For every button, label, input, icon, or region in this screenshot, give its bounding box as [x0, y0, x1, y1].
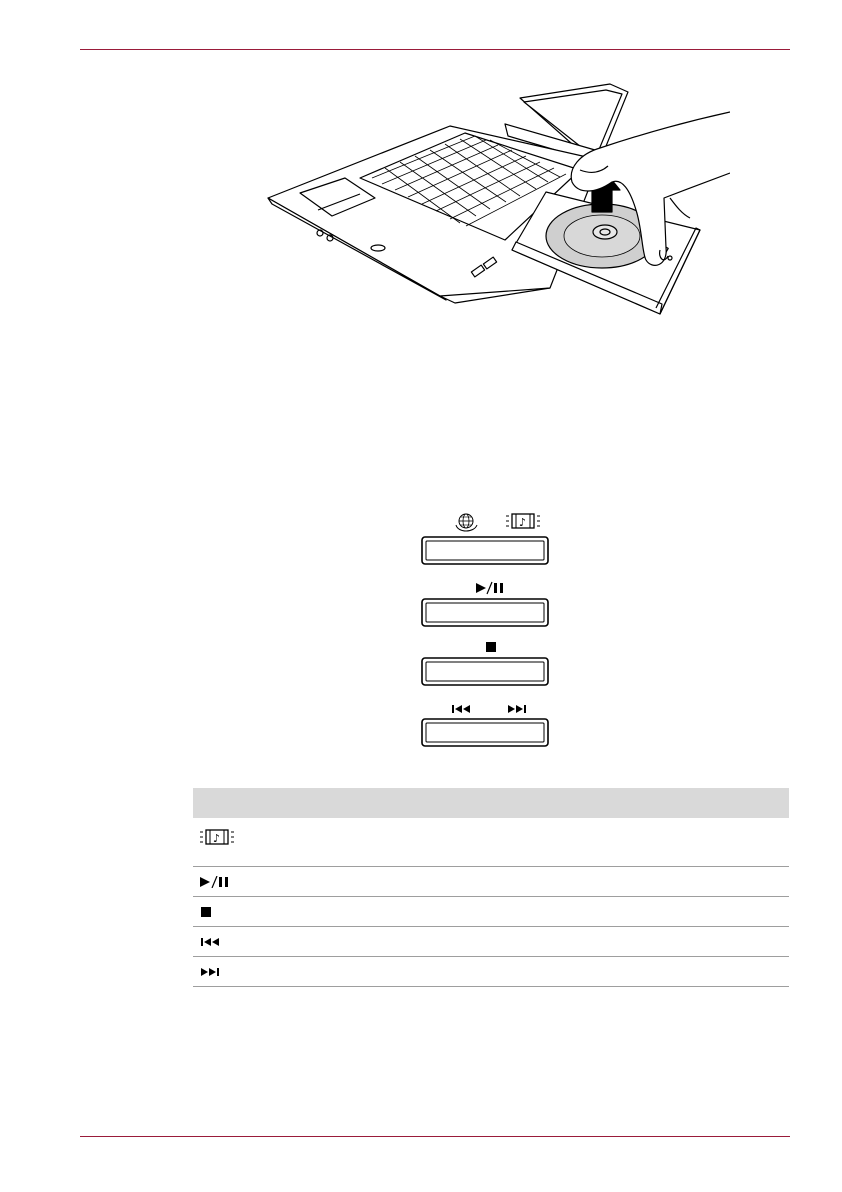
svg-text:♪: ♪ — [519, 516, 527, 529]
table-row — [193, 927, 789, 957]
footer-rule — [80, 1136, 790, 1137]
laptop-disc-removal-illustration — [250, 78, 730, 318]
next-track-icon — [200, 966, 234, 978]
media-player-icon — [200, 828, 234, 846]
previous-track-icon — [452, 705, 470, 713]
next-track-icon — [508, 705, 526, 713]
table-header — [193, 788, 789, 818]
play-pause-icon — [200, 876, 234, 888]
table-row — [193, 897, 789, 927]
header-rule — [80, 49, 790, 50]
media-buttons-table — [193, 788, 789, 987]
media-buttons-panel — [420, 505, 570, 765]
table-row — [193, 867, 789, 897]
svg-text:♪: ♪ — [213, 832, 221, 845]
play-pause-icon — [476, 582, 503, 594]
table-row — [193, 818, 789, 867]
media-player-icon — [506, 514, 540, 529]
stop-icon — [200, 906, 234, 918]
internet-globe-icon — [456, 514, 477, 531]
table-row — [193, 957, 789, 987]
previous-track-icon — [200, 936, 234, 948]
stop-icon — [486, 642, 496, 652]
